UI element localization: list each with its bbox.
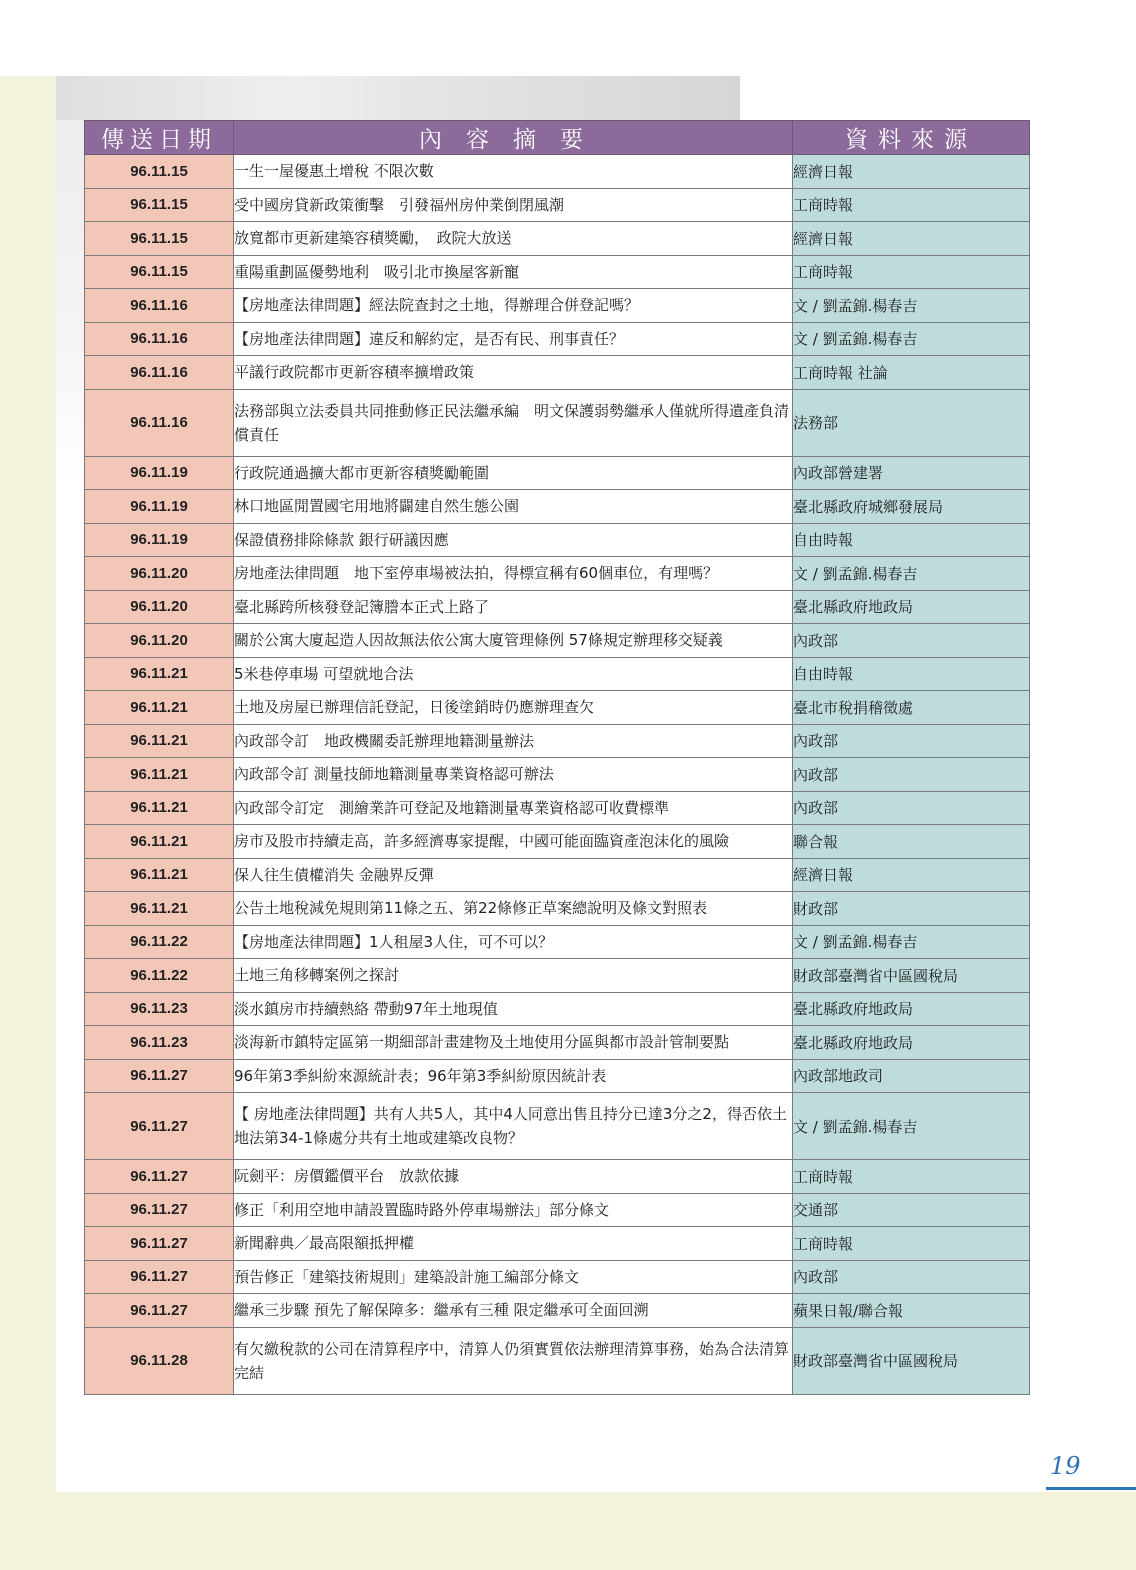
row-date: 96.11.20 — [85, 590, 234, 624]
row-summary: 保證債務排除條款 銀行研議因應 — [234, 523, 793, 557]
row-source: 文 / 劉孟錦.楊春吉 — [793, 1093, 1030, 1160]
table-row — [85, 523, 1030, 557]
table-row — [85, 791, 1030, 825]
row-source: 文 / 劉孟錦.楊春吉 — [793, 322, 1030, 356]
row-summary: 有欠繳稅款的公司在清算程序中，清算人仍須實質依法辦理清算事務，始為合法清算完結 — [234, 1327, 793, 1394]
row-source: 經濟日報 — [793, 858, 1030, 892]
table-row — [85, 825, 1030, 859]
table-row — [85, 1227, 1030, 1261]
row-date: 96.11.16 — [85, 356, 234, 390]
row-source: 自由時報 — [793, 523, 1030, 557]
row-source: 財政部 — [793, 892, 1030, 926]
row-date: 96.11.21 — [85, 892, 234, 926]
row-source: 內政部地政司 — [793, 1059, 1030, 1093]
table-body — [85, 155, 1030, 1395]
table-row — [85, 557, 1030, 591]
row-source: 自由時報 — [793, 657, 1030, 691]
row-summary: 關於公寓大廈起造人因故無法依公寓大廈管理條例 57條規定辦理移交疑義 — [234, 624, 793, 658]
row-date: 96.11.21 — [85, 858, 234, 892]
table-row — [85, 724, 1030, 758]
row-source: 經濟日報 — [793, 155, 1030, 189]
table-row — [85, 657, 1030, 691]
row-source: 臺北縣政府地政局 — [793, 1026, 1030, 1060]
table-row — [85, 389, 1030, 456]
table-row — [85, 959, 1030, 993]
row-source: 臺北縣政府地政局 — [793, 992, 1030, 1026]
row-date: 96.11.21 — [85, 657, 234, 691]
row-summary: 臺北縣跨所核發登記簿謄本正式上路了 — [234, 590, 793, 624]
row-date: 96.11.19 — [85, 490, 234, 524]
table-row — [85, 1294, 1030, 1328]
row-summary: 5米巷停車場 可望就地合法 — [234, 657, 793, 691]
row-summary: 土地及房屋已辦理信託登記，日後塗銷時仍應辦理查欠 — [234, 691, 793, 725]
row-summary: 【房地產法律問題】1人租屋3人住，可不可以？ — [234, 925, 793, 959]
row-summary: 重陽重劃區優勢地利 吸引北市換屋客新寵 — [234, 255, 793, 289]
row-date: 96.11.23 — [85, 992, 234, 1026]
row-source: 工商時報 — [793, 255, 1030, 289]
row-summary: 一生一屋優惠土增稅 不限次數 — [234, 155, 793, 189]
side-decoration-image — [56, 120, 86, 480]
row-summary: 96年第3季糾紛來源統計表；96年第3季糾紛原因統計表 — [234, 1059, 793, 1093]
table-row — [85, 858, 1030, 892]
row-date: 96.11.15 — [85, 255, 234, 289]
table-row — [85, 1093, 1030, 1160]
row-summary: 公告土地稅減免規則第11條之五、第22條修正草案總說明及條文對照表 — [234, 892, 793, 926]
row-summary: 放寬都市更新建築容積獎勵， 政院大放送 — [234, 222, 793, 256]
table-row — [85, 188, 1030, 222]
row-summary: 【 房地產法律問題】共有人共5人，其中4人同意出售且持分已達3分之2，得否依土地法第34-1條處分共有土地或建築改良物？ — [234, 1093, 793, 1160]
row-date: 96.11.28 — [85, 1327, 234, 1394]
table-row — [85, 758, 1030, 792]
row-source: 文 / 劉孟錦.楊春吉 — [793, 925, 1030, 959]
table-row — [85, 222, 1030, 256]
row-date: 96.11.21 — [85, 791, 234, 825]
row-source: 經濟日報 — [793, 222, 1030, 256]
page-number-underline — [1046, 1487, 1136, 1490]
row-summary: 繼承三步驟 預先了解保障多：繼承有三種 限定繼承可全面回溯 — [234, 1294, 793, 1328]
table-row — [85, 1327, 1030, 1394]
table-row — [85, 624, 1030, 658]
row-summary: 【房地產法律問題】違反和解約定，是否有民、刑事責任？ — [234, 322, 793, 356]
row-summary: 平議行政院都市更新容積率擴增政策 — [234, 356, 793, 390]
table-row — [85, 1260, 1030, 1294]
table-row — [85, 691, 1030, 725]
row-date: 96.11.16 — [85, 289, 234, 323]
row-source: 臺北縣政府地政局 — [793, 590, 1030, 624]
row-date: 96.11.21 — [85, 691, 234, 725]
row-date: 96.11.27 — [85, 1193, 234, 1227]
header-source: 資料來源 — [793, 121, 1030, 155]
table-row — [85, 992, 1030, 1026]
row-date: 96.11.21 — [85, 724, 234, 758]
row-summary: 內政部令訂 測量技師地籍測量專業資格認可辦法 — [234, 758, 793, 792]
table-row — [85, 1160, 1030, 1194]
row-summary: 淡水鎮房市持續熱絡 帶動97年土地現值 — [234, 992, 793, 1026]
row-date: 96.11.27 — [85, 1160, 234, 1194]
row-date: 96.11.27 — [85, 1059, 234, 1093]
row-source: 文 / 劉孟錦.楊春吉 — [793, 557, 1030, 591]
row-source: 工商時報 — [793, 1160, 1030, 1194]
row-summary: 房市及股市持續走高，許多經濟專家提醒，中國可能面臨資產泡沫化的風險 — [234, 825, 793, 859]
row-summary: 房地產法律問題 地下室停車場被法拍，得標宣稱有60個車位，有理嗎？ — [234, 557, 793, 591]
row-source: 工商時報 — [793, 1227, 1030, 1261]
row-date: 96.11.22 — [85, 959, 234, 993]
row-date: 96.11.20 — [85, 624, 234, 658]
row-source: 財政部臺灣省中區國稅局 — [793, 959, 1030, 993]
table-row — [85, 590, 1030, 624]
row-date: 96.11.19 — [85, 456, 234, 490]
row-date: 96.11.16 — [85, 322, 234, 356]
row-date: 96.11.20 — [85, 557, 234, 591]
row-date: 96.11.21 — [85, 758, 234, 792]
table-row — [85, 925, 1030, 959]
row-source: 內政部營建署 — [793, 456, 1030, 490]
row-summary: 內政部令訂定 測繪業許可登記及地籍測量專業資格認可收費標準 — [234, 791, 793, 825]
table-row — [85, 255, 1030, 289]
row-source: 內政部 — [793, 724, 1030, 758]
row-source: 交通部 — [793, 1193, 1030, 1227]
table-row — [85, 490, 1030, 524]
row-summary: 內政部令訂 地政機關委託辦理地籍測量辦法 — [234, 724, 793, 758]
row-summary: 法務部與立法委員共同推動修正民法繼承編 明文保護弱勢繼承人僅就所得遺產負清償責任 — [234, 389, 793, 456]
row-source: 工商時報 — [793, 188, 1030, 222]
header-summary: 內容摘要 — [234, 121, 793, 155]
header-banner-image — [56, 76, 740, 120]
table-row — [85, 456, 1030, 490]
row-source: 財政部臺灣省中區國稅局 — [793, 1327, 1030, 1394]
table-row — [85, 289, 1030, 323]
header-date: 傳送日期 — [85, 121, 234, 155]
row-summary: 保人往生債權消失 金融界反彈 — [234, 858, 793, 892]
table-row — [85, 1026, 1030, 1060]
row-source: 工商時報 社論 — [793, 356, 1030, 390]
row-date: 96.11.15 — [85, 222, 234, 256]
row-summary: 修正「利用空地申請設置臨時路外停車場辦法」部分條文 — [234, 1193, 793, 1227]
row-date: 96.11.27 — [85, 1093, 234, 1160]
row-date: 96.11.23 — [85, 1026, 234, 1060]
row-source: 臺北縣政府城鄉發展局 — [793, 490, 1030, 524]
row-source: 文 / 劉孟錦.楊春吉 — [793, 289, 1030, 323]
table-row — [85, 155, 1030, 189]
row-date: 96.11.27 — [85, 1227, 234, 1261]
row-date: 96.11.22 — [85, 925, 234, 959]
row-summary: 林口地區閒置國宅用地將闢建自然生態公園 — [234, 490, 793, 524]
row-summary: 土地三角移轉案例之探討 — [234, 959, 793, 993]
row-date: 96.11.15 — [85, 155, 234, 189]
row-source: 聯合報 — [793, 825, 1030, 859]
row-summary: 新聞辭典／最高限額抵押權 — [234, 1227, 793, 1261]
row-summary: 受中國房貸新政策衝擊 引發福州房仲業倒閉風潮 — [234, 188, 793, 222]
row-summary: 行政院通過擴大都市更新容積獎勵範圍 — [234, 456, 793, 490]
row-source: 內政部 — [793, 791, 1030, 825]
row-date: 96.11.27 — [85, 1294, 234, 1328]
row-date: 96.11.16 — [85, 389, 234, 456]
news-log-table — [84, 120, 1030, 1395]
row-source: 法務部 — [793, 389, 1030, 456]
row-date: 96.11.21 — [85, 825, 234, 859]
page-top-margin — [0, 0, 1136, 76]
page-number: 19 — [1050, 1452, 1081, 1480]
table-header-row — [85, 121, 1030, 155]
row-source: 內政部 — [793, 1260, 1030, 1294]
row-date: 96.11.19 — [85, 523, 234, 557]
row-date: 96.11.15 — [85, 188, 234, 222]
row-summary: 預告修正「建築技術規則」建築設計施工編部分條文 — [234, 1260, 793, 1294]
row-summary: 【房地產法律問題】經法院查封之土地，得辦理合併登記嗎？ — [234, 289, 793, 323]
table-row — [85, 1193, 1030, 1227]
row-summary: 阮劍平：房價鑑價平台 放款依據 — [234, 1160, 793, 1194]
row-source: 蘋果日報/聯合報 — [793, 1294, 1030, 1328]
table-row — [85, 1059, 1030, 1093]
row-source: 臺北市稅捐稽徵處 — [793, 691, 1030, 725]
page-right-margin — [1058, 0, 1136, 1492]
row-summary: 淡海新市鎮特定區第一期細部計畫建物及土地使用分區與都市設計管制要點 — [234, 1026, 793, 1060]
table-row — [85, 322, 1030, 356]
row-date: 96.11.27 — [85, 1260, 234, 1294]
row-source: 內政部 — [793, 758, 1030, 792]
table-row — [85, 892, 1030, 926]
row-source: 內政部 — [793, 624, 1030, 658]
table-row — [85, 356, 1030, 390]
